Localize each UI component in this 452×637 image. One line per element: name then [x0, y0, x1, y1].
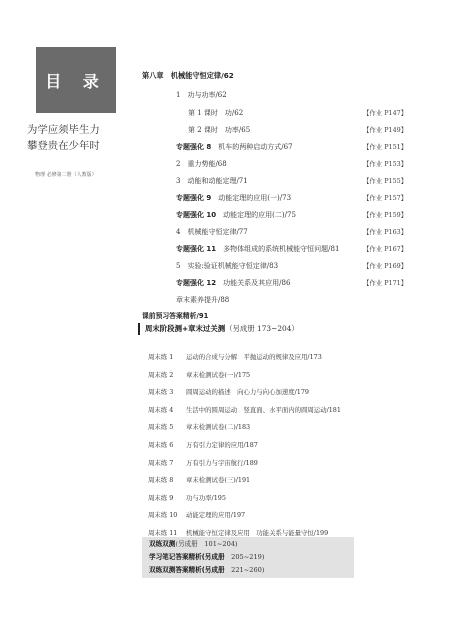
toc-entry[interactable]	[188, 123, 250, 137]
homework-ref[interactable]: 【作业 P147】	[363, 109, 408, 117]
toc-entry-title: 机车的两种启动方式/67	[211, 143, 293, 151]
toc-entry-title: 动能定理的应用(一)/73	[211, 194, 292, 202]
toc-entry-label: 专题强化 12	[176, 279, 217, 287]
homework-ref[interactable]: 【作业 P169】	[363, 262, 408, 270]
toc-entry[interactable]	[176, 140, 293, 154]
toc-entry-title: 4 机械能守恒定律/77	[176, 228, 248, 236]
toc-entry-label: 专题强化 11	[176, 245, 217, 253]
booklet-name: 学习笔记答案精析(另成册	[149, 553, 225, 561]
weekly-label: 周末练 11	[148, 529, 178, 537]
toc-entry-title: 动能定理的应用(二)/75	[216, 211, 296, 219]
weekly-title: 章末检测试卷(一)/175	[186, 370, 251, 379]
booklet-name: 双练双测答案精析(另成册	[149, 566, 225, 574]
weekly-label: 周末练 1	[148, 353, 174, 361]
slogan-line-1: 为学应须毕生力	[27, 124, 100, 136]
toc-entry-title: 章末素养提升/88	[176, 296, 230, 304]
weekly-label: 周末练 3	[148, 388, 174, 397]
homework-ref[interactable]: 【作业 P167】	[363, 245, 408, 253]
sidebar	[0, 0, 132, 637]
slogan	[27, 122, 131, 154]
toc-entry[interactable]	[188, 106, 243, 120]
toc-entry[interactable]	[176, 157, 227, 171]
subject-label: 物理 必修第二册（人教版）	[35, 172, 97, 178]
booklet-box	[142, 537, 354, 578]
toc-entry[interactable]	[176, 242, 339, 256]
toc-entry[interactable]	[176, 276, 290, 290]
weekly-label: 周末练 6	[148, 441, 174, 449]
homework-ref[interactable]: 【作业 P155】	[363, 177, 408, 185]
homework-ref[interactable]: 【作业 P153】	[363, 160, 408, 168]
toc-entry-title: 多物体组成的系统机械能守恒问题/81	[216, 245, 340, 253]
weekly-item[interactable]	[148, 506, 245, 524]
weekly-label: 周末练 9	[148, 493, 174, 502]
weekly-title: 动能定理的应用/197	[186, 511, 246, 520]
weekly-item[interactable]	[148, 366, 250, 384]
toc-entry[interactable]	[176, 225, 248, 239]
booklet-item[interactable]	[149, 538, 238, 551]
toc-entry-label: 专题强化 8	[176, 143, 212, 151]
toc-entry[interactable]	[176, 88, 227, 102]
booklet-item[interactable]	[149, 564, 264, 577]
toc-entry-title: 5 实验:验证机械能守恒定律/83	[176, 262, 279, 270]
homework-ref[interactable]: 【作业 P151】	[363, 143, 408, 151]
weekly-title: 章末检测试卷(三)/191	[186, 476, 251, 485]
slogan-line-2: 攀登贵在少年时	[27, 140, 100, 152]
booklet-pages: (另成册 101~204)	[175, 540, 238, 548]
toc-entry-title: 2 重力势能/68	[176, 160, 227, 168]
toc-entry-label: 专题强化 9	[176, 194, 212, 202]
homework-ref[interactable]: 【作业 P163】	[363, 228, 408, 236]
weekly-title: 机械能守恒定律及应用 功能关系与能量守恒/199	[186, 529, 329, 537]
toc-entry-title: 3 动能和动能定理/71	[176, 177, 248, 185]
section-note: （另成册 173~204）	[225, 324, 299, 333]
homework-ref[interactable]: 【作业 P159】	[363, 211, 408, 219]
homework-ref[interactable]: 【作业 P157】	[363, 194, 408, 202]
weekly-item[interactable]	[148, 401, 341, 419]
weekly-label: 周末练 5	[148, 423, 174, 432]
section-heading	[138, 323, 299, 335]
weekly-title: 圆周运动的描述 向心力与向心加速度/179	[186, 388, 309, 397]
toc-entry[interactable]	[176, 174, 248, 188]
weekly-item[interactable]	[148, 489, 226, 507]
weekly-title: 运动的合成与分解 平抛运动的规律及应用/173	[186, 353, 322, 361]
weekly-label: 周末练 4	[148, 405, 174, 414]
weekly-item[interactable]	[148, 471, 250, 489]
booklet-pages: 205~219)	[224, 553, 265, 561]
preview-answers-link[interactable]: 课前预习答案精析/91	[142, 312, 209, 320]
toc-entry-title: 功能关系及其应用/86	[216, 279, 291, 287]
homework-ref[interactable]: 【作业 P171】	[363, 279, 408, 287]
weekly-item[interactable]	[148, 348, 322, 366]
weekly-title: 生活中的圆周运动 竖直面、水平面内的圆周运动/181	[186, 405, 341, 414]
weekly-title: 章末检测试卷(二)/183	[186, 423, 251, 432]
toc-entry[interactable]	[176, 293, 229, 307]
toc-entry-title: 第 2 课时 功率/65	[188, 126, 251, 134]
weekly-title: 功与功率/195	[186, 493, 226, 502]
weekly-label: 周末练 10	[148, 511, 178, 520]
booklet-name: 双练双测	[149, 540, 176, 548]
weekly-item[interactable]	[148, 383, 309, 401]
toc-entry-label: 专题强化 10	[176, 211, 217, 219]
toc-entry[interactable]	[176, 191, 291, 205]
toc-entry[interactable]	[176, 259, 278, 273]
toc-entry-title: 第 1 课时 功/62	[188, 109, 244, 117]
chapter-heading[interactable]: 第八章 机械能守恒定律/62	[142, 71, 234, 80]
weekly-label: 周末练 2	[148, 370, 174, 379]
toc-entry-title: 1 功与功率/62	[176, 91, 227, 99]
weekly-item[interactable]	[148, 436, 258, 454]
weekly-item[interactable]	[148, 418, 250, 436]
booklet-pages: 221~260)	[224, 566, 265, 574]
weekly-title: 万有引力与宇宙航行/189	[186, 458, 258, 467]
weekly-label: 周末练 7	[148, 458, 174, 467]
toc-title: 目 录	[36, 47, 116, 113]
booklet-item[interactable]	[149, 551, 264, 564]
section-title: 周末阶段测+章末过关测	[145, 324, 226, 333]
weekly-item[interactable]	[148, 454, 258, 472]
weekly-label: 周末练 8	[148, 476, 174, 485]
toc-entry[interactable]	[176, 208, 296, 222]
weekly-title: 万有引力定律的应用/187	[186, 441, 258, 449]
homework-ref[interactable]: 【作业 P149】	[363, 126, 408, 134]
